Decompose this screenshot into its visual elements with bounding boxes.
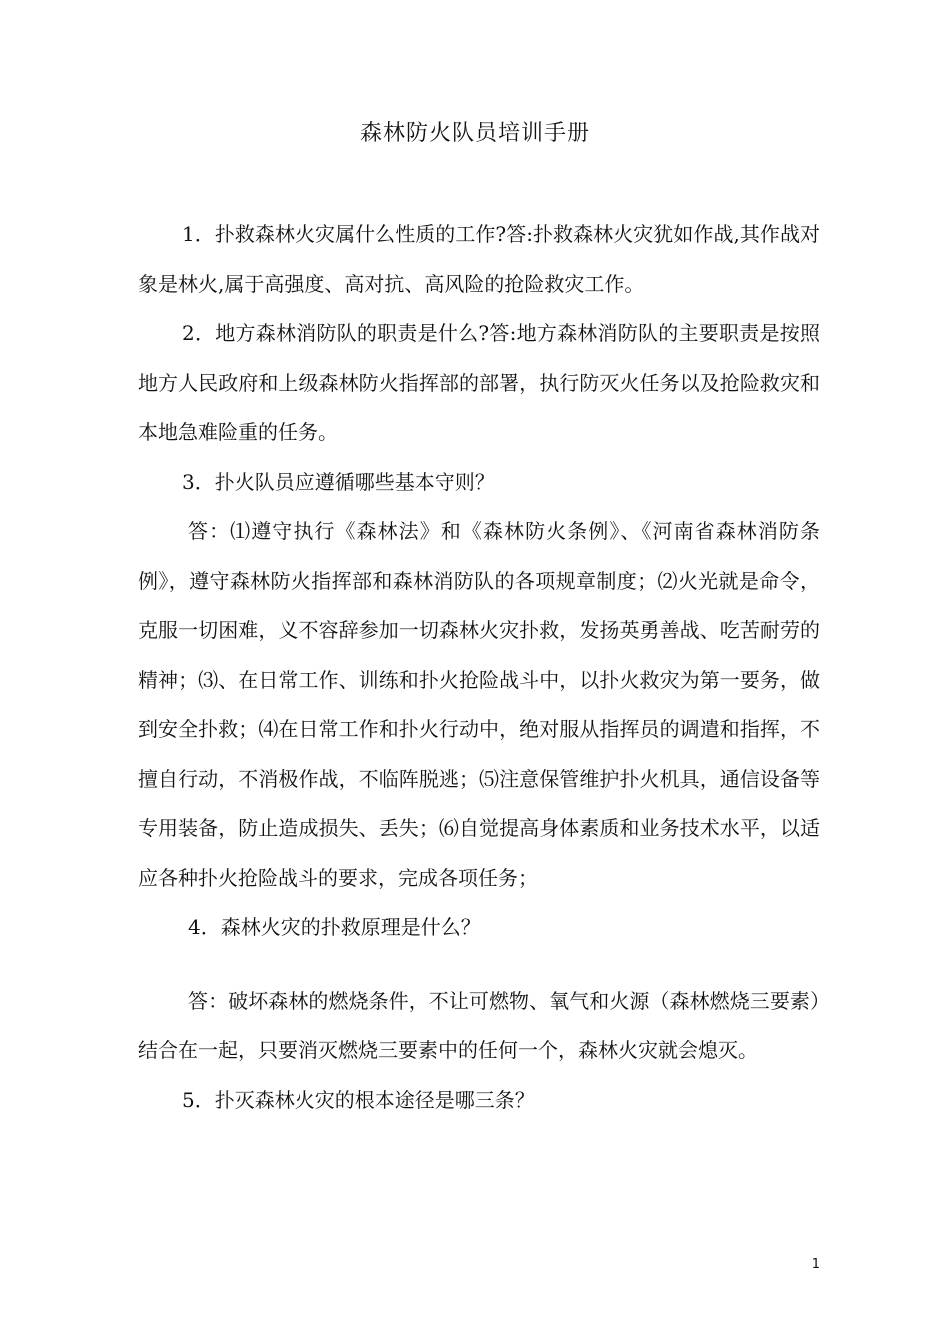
paragraph-q1: 1．扑救森林火灾属什么性质的工作?答:扑救森林火灾犹如作战,其作战对象是林火,属于高强度、高对抗、高风险的抢险救灾工作。 xyxy=(138,222,820,296)
paragraph-q3: 3．扑火队员应遵循哪些基本守则？ xyxy=(182,469,495,494)
paragraph-q5: 5．扑灭森林火灾的根本途径是哪三条？ xyxy=(182,1087,535,1112)
document-body xyxy=(138,210,820,1125)
paragraph-a4: 答：破坏森林的燃烧条件，不让可燃物、氧气和火源（森林燃烧三要素）结合在一起，只要消灭燃烧三要素中的任何一个，森林火灾就会熄灭。 xyxy=(138,988,820,1062)
document-title: 森林防火队员培训手册 xyxy=(359,121,590,146)
page-number: 1 xyxy=(811,1257,820,1272)
paragraph-q4: 4．森林火灾的扑救原理是什么？ xyxy=(188,915,481,939)
paragraph-q2: 2．地方森林消防队的职责是什么?答:地方森林消防队的主要职责是按照地方人民政府和上级森林防火指挥部的部署，执行防灭火任务以及抢险救灾和本地急难险重的任务。 xyxy=(138,321,820,444)
paragraph-a3: 答：⑴遵守执行《森林法》和《森林防火条例》、《河南省森林消防条例》，遵守森林防火指挥部和森林消防队的各项规章制度；⑵火光就是命令，克服一切困难，义不容辞参加一切森林火灾扑救，发扬英勇善战、吃苦耐劳的精神；⑶、在日常工作、训练和扑火抢险战斗中，以扑火救灾为第一要务，做到安全扑救；⑷在日常工作和扑火行动中，绝对服从指挥员的调遣和指挥，不擅自行动，不消极作战，不临阵脱逃；⑸注意保管维护扑火机具，通信设备等专用装备，防止造成损失、丢失；⑹自觉提高身体素质和业务技术水平，以适应各种扑火抢险战斗的要求，完成各项任务； xyxy=(138,519,820,890)
